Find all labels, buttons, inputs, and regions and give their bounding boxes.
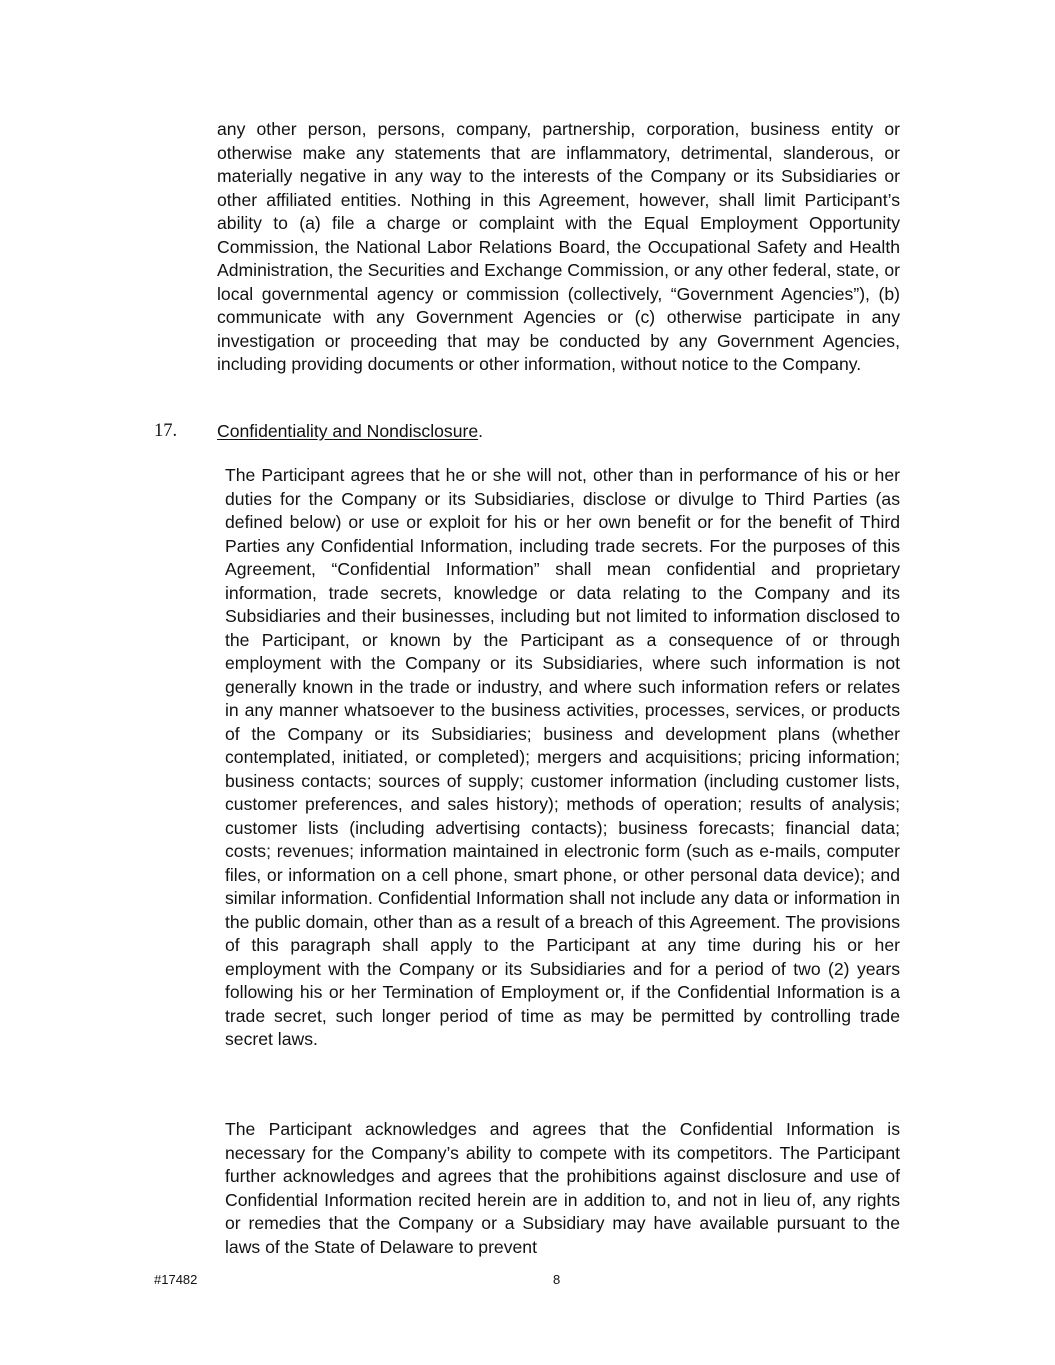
section-heading-suffix: . (478, 421, 484, 441)
footer-document-id: #17482 (154, 1272, 198, 1287)
section-number: 17. (154, 421, 178, 441)
section-heading (217, 420, 483, 444)
confidentiality-paragraph-2: The Participant acknowledges and agrees that the Confidential Information is necessary for the Company’s ability to compete with its competitors. The Participant further acknowledges and agrees that the prohibitions against disclosure and use of Confidential Information recited herein are in addition to, and not in lieu of, any rights or remedies that the Company or a Subsidiary may have available pursuant to the laws of the State of Delaware to prevent (225, 1119, 900, 1257)
section-heading-text: Confidentiality and Nondisclosure (217, 421, 479, 441)
confidentiality-paragraph-1: The Participant agrees that he or she will not, other than in performance of his or her duties for the Company or its Subsidiaries, disclose or divulge to Third Parties (as defined below) or use or exploit for his or her own benefit or for the benefit of Third Parties any Confidential Information, including trade secrets. For the purposes of this Agreement, “Confidential Information” shall mean confidential and proprietary information, trade secrets, knowledge or data relating to the Company and its Subsidiaries and their businesses, including but not limited to information disclosed to the Participant, or known by the Participant as a consequence of or through employment with the Company or its Subsidiaries, where such information is not generally known in the trade or industry, and where such information refers or relates in any manner whatsoever to the business activities, processes, services, or products of the Company or its Subsidiaries; business and development plans (whether contemplated, initiated, or completed); mergers and acquisitions; pricing information; business contacts; sources of supply; customer information (including customer lists, customer preferences, and sales history); methods of operation; results of analysis; customer lists (including advertising contacts); business forecasts; financial data; costs; revenues; information maintained in electronic form (such as e-mails, computer files, or information on a cell phone, smart phone, or other personal data device); and similar information. Confidential Information shall not include any data or information in the public domain, other than as a result of a breach of this Agreement. The provisions of this paragraph shall apply to the Participant at any time during his or her employment with the Company or its Subsidiaries and for a period of two (2) years following his or her Termination of Employment or, if the Confidential Information is a trade secret, such longer period of time as may be permitted by controlling trade secret laws. (225, 465, 900, 1049)
footer-page-number: 8 (553, 1272, 561, 1287)
intro-paragraph: any other person, persons, company, partnership, corporation, business entity or otherwise make any statements that are inflammatory, detrimental, slanderous, or materially negative in any way to the interests of the Company or its Subsidiaries or other affiliated entities. Nothing in this Agreement, however, shall limit Participant’s ability to (a) file a charge or complaint with the Equal Employment Opportunity Commission, the National Labor Relations Board, the Occupational Safety and Health Administration, the Securities and Exchange Commission, or any other federal, state, or local governmental agency or commission (collectively, “Government Agencies”), (b) communicate with any Government Agencies or (c) otherwise participate in any investigation or proceeding that may be conducted by any Government Agencies, including providing documents or other information, without notice to the Company. (217, 119, 900, 374)
